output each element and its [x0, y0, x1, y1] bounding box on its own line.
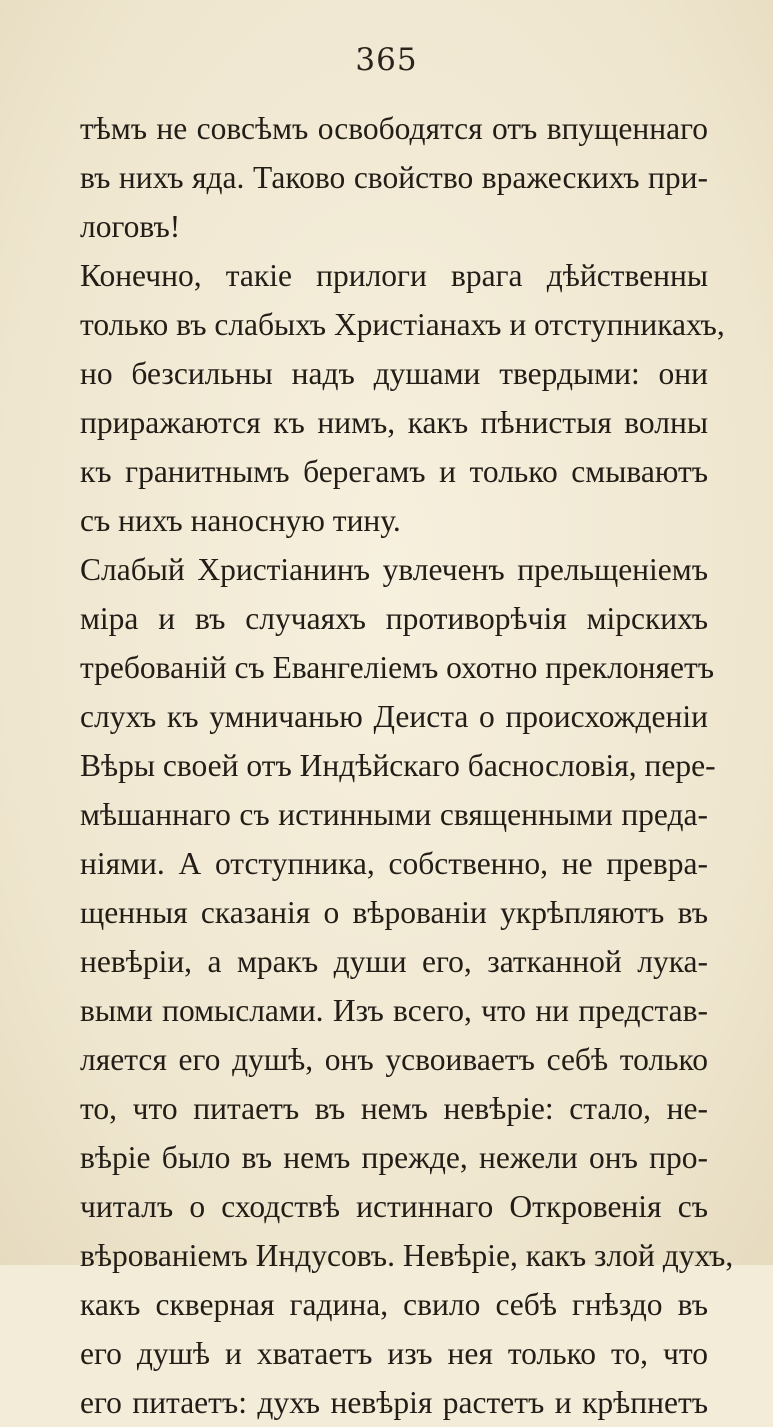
text-line: логовъ!	[80, 209, 181, 244]
text-line: ляется его душѣ, онъ усвоиваетъ себѣ только	[80, 1042, 708, 1077]
text-line: Конечно, такіе прилоги врага дѣйственны	[80, 258, 708, 293]
text-line: слухъ къ умничанью Деиста о происхожденіи	[80, 699, 708, 734]
text-line: тѣмъ не совсѣмъ освободятся отъ впущеннаго	[80, 111, 708, 146]
text-line: читалъ о сходствѣ истиннаго Откровенія съ	[80, 1189, 708, 1224]
text-line: Слабый Христіанинъ увлеченъ прельщеніемъ	[80, 552, 708, 587]
text-line: то, что питаетъ въ немъ невѣріе: стало, не-	[80, 1091, 708, 1126]
text-line: Вѣры своей отъ Индѣйскаго баснословія, пере-	[80, 748, 716, 783]
text-line: приражаются къ нимъ, какъ пѣнистыя волны	[80, 405, 708, 440]
text-line: міра и въ случаяхъ противорѣчія мірскихъ	[80, 601, 708, 636]
text-line: его душѣ и хватаетъ изъ нея только то, что	[80, 1336, 708, 1371]
text-line: невѣріи, а мракъ души его, затканной лука-	[80, 944, 708, 979]
text-line: къ гранитнымъ берегамъ и только смываютъ	[80, 454, 708, 489]
text-line: въ нихъ яда. Таково свойство вражескихъ при-	[80, 160, 708, 195]
page-number: 365	[355, 42, 418, 78]
text-line: щенныя сказанія о вѣрованіи укрѣпляютъ въ	[80, 895, 708, 930]
text-line: какъ скверная гадина, свило себѣ гнѣздо въ	[80, 1287, 708, 1322]
text-line: выми помыслами. Изъ всего, что ни представ-	[80, 993, 708, 1028]
body-text	[80, 104, 734, 1427]
text-line: только въ слабыхъ Христіанахъ и отступникахъ,	[80, 307, 725, 342]
text-line: съ нихъ наносную тину.	[80, 503, 401, 538]
text-line: но безсильны надъ душами твердыми: они	[80, 356, 708, 391]
text-line: требованій съ Евангеліемъ охотно преклоняетъ	[80, 650, 714, 685]
text-line: вѣрованіемъ Индусовъ. Невѣріе, какъ злой духъ,	[80, 1238, 734, 1273]
text-line: его питаетъ: духъ невѣрія растетъ и крѣпнетъ	[80, 1385, 708, 1420]
text-line: ніями. А отступника, собственно, не превра-	[80, 846, 708, 881]
text-line: мѣшаннаго съ истинными священными преда-	[80, 797, 708, 832]
text-line: вѣріе было въ немъ прежде, нежели онъ про-	[80, 1140, 708, 1175]
